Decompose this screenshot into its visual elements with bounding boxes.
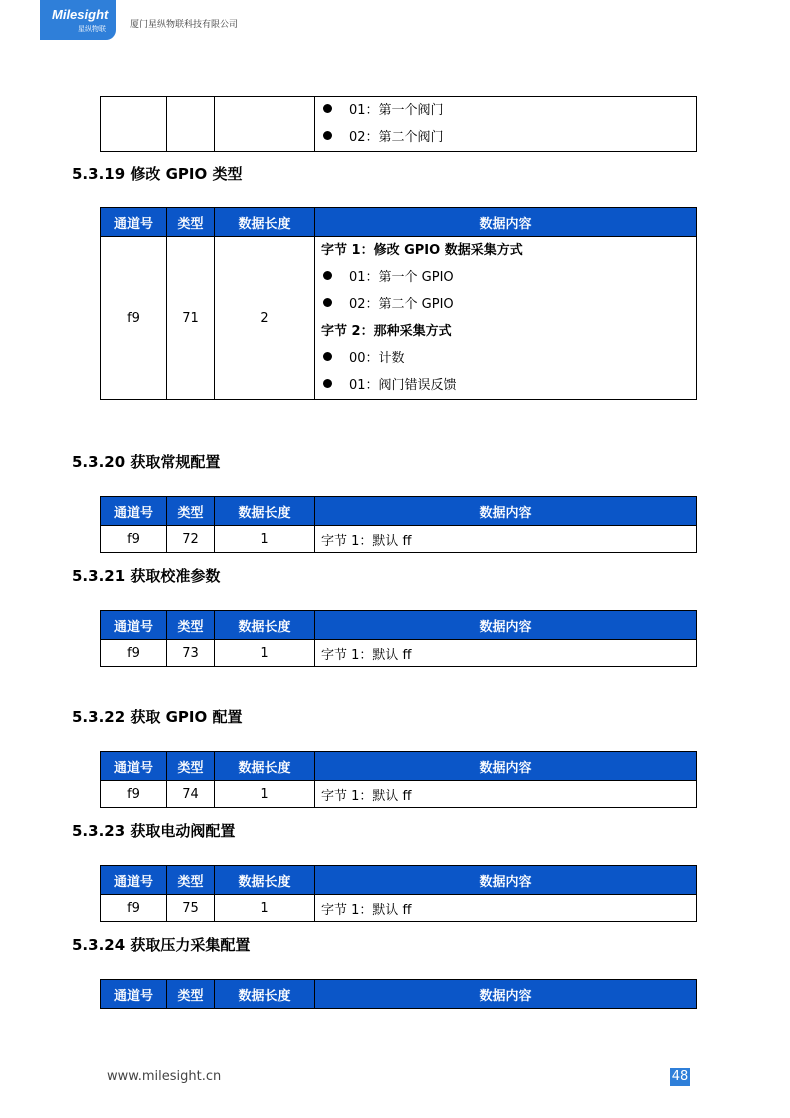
col-header-length: 数据长度 [215,497,315,526]
length-cell: 1 [215,526,315,553]
col-header-type: 类型 [167,208,215,237]
length-cell: 1 [215,895,315,922]
col-header-type: 类型 [167,752,215,781]
type-cell: 75 [167,895,215,922]
type-cell: 71 [167,237,215,400]
byte1-label: 字节 1：修改 GPIO 数据采集方式 [321,243,523,258]
col-header-length: 数据长度 [215,752,315,781]
content-cell [315,237,697,400]
continued-table [100,96,697,152]
col-header-type: 类型 [167,611,215,640]
empty-cell [101,97,167,152]
logo-text: Milesight [52,7,109,22]
table-5-3-21 [100,610,697,667]
col-header-length: 数据长度 [215,611,315,640]
col-header-channel: 通道号 [101,208,167,237]
col-header-length: 数据长度 [215,866,315,895]
content-cell [315,97,697,152]
channel-cell: f9 [101,781,167,808]
section-title-5-3-21: 5.3.21 获取校准参数 [72,567,221,585]
col-header-content: 数据内容 [315,866,697,895]
table-5-3-19 [100,207,697,400]
col-header-channel: 通道号 [101,611,167,640]
empty-cell [215,97,315,152]
list-item: 01：阀门错误反馈 [349,378,457,393]
col-header-type: 类型 [167,497,215,526]
table-5-3-22 [100,751,697,808]
content-cell: 字节 1：默认 ff [315,895,697,922]
byte2-label: 字节 2：那种采集方式 [321,324,452,339]
section-title-5-3-22: 5.3.22 获取 GPIO 配置 [72,708,243,726]
list-item: 01：第一个 GPIO [349,270,454,285]
footer-url: www.milesight.cn [107,1069,222,1084]
section-title-5-3-19: 5.3.19 修改 GPIO 类型 [72,165,243,183]
table-5-3-23 [100,865,697,922]
empty-cell [167,97,215,152]
company-name: 厦门星纵物联科技有限公司 [130,20,239,30]
col-header-length: 数据长度 [215,980,315,1009]
col-header-content: 数据内容 [315,497,697,526]
bullet-icon [323,271,332,280]
logo-subtext: 星纵物联 [78,25,106,33]
section-title-5-3-24: 5.3.24 获取压力采集配置 [72,936,251,954]
type-cell: 74 [167,781,215,808]
col-header-type: 类型 [167,980,215,1009]
bullet-icon [323,131,332,140]
list-item: 02：第二个阀门 [349,130,444,145]
section-title-5-3-20: 5.3.20 获取常规配置 [72,453,221,471]
channel-cell: f9 [101,237,167,400]
length-cell: 1 [215,640,315,667]
length-cell: 2 [215,237,315,400]
col-header-content: 数据内容 [315,208,697,237]
col-header-type: 类型 [167,866,215,895]
content-cell: 字节 1：默认 ff [315,640,697,667]
col-header-channel: 通道号 [101,866,167,895]
col-header-channel: 通道号 [101,497,167,526]
bullet-icon [323,352,332,361]
col-header-content: 数据内容 [315,752,697,781]
bullet-icon [323,298,332,307]
table-5-3-24 [100,979,697,1009]
page-number: 48 [671,1069,689,1084]
col-header-channel: 通道号 [101,752,167,781]
bullet-icon [323,104,332,113]
channel-cell: f9 [101,526,167,553]
col-header-content: 数据内容 [315,611,697,640]
bullet-icon [323,379,332,388]
list-item: 01：第一个阀门 [349,103,444,118]
type-cell: 72 [167,526,215,553]
content-cell: 字节 1：默认 ff [315,781,697,808]
list-item: 00：计数 [349,351,405,366]
content-cell: 字节 1：默认 ff [315,526,697,553]
length-cell: 1 [215,781,315,808]
col-header-content: 数据内容 [315,980,697,1009]
table-5-3-20 [100,496,697,553]
list-item: 02：第二个 GPIO [349,297,454,312]
channel-cell: f9 [101,640,167,667]
section-title-5-3-23: 5.3.23 获取电动阀配置 [72,822,236,840]
channel-cell: f9 [101,895,167,922]
type-cell: 73 [167,640,215,667]
col-header-channel: 通道号 [101,980,167,1009]
milesight-logo [40,0,116,40]
col-header-length: 数据长度 [215,208,315,237]
